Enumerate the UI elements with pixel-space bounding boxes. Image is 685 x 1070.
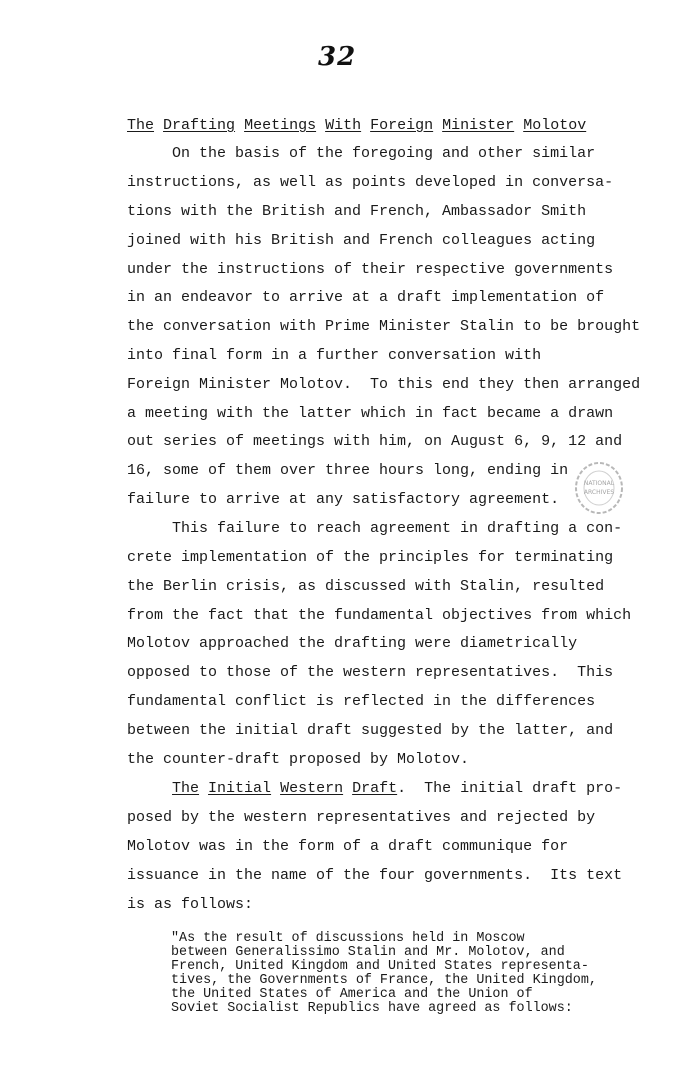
text-line: Molotov was in the form of a draft communique for bbox=[127, 838, 569, 855]
text-line: 16, some of them over three hours long, ending in bbox=[127, 462, 569, 479]
heading-word: Meetings bbox=[244, 117, 317, 134]
text-line: On the basis of the foregoing and other similar bbox=[127, 145, 596, 162]
subheading-word: Draft bbox=[352, 780, 398, 797]
text-line: fundamental conflict is reflected in the differences bbox=[127, 693, 596, 710]
section-heading bbox=[127, 117, 586, 135]
subheading-word: Initial bbox=[208, 780, 272, 797]
text-line: is as follows: bbox=[127, 896, 254, 913]
quote-line: the United States of America and the Union of bbox=[171, 987, 533, 1002]
text-line: the counter-draft proposed by Molotov. bbox=[127, 751, 470, 768]
text-line: instructions, as well as points developed in conversa- bbox=[127, 174, 614, 191]
text-line: failure to arrive at any satisfactory agreement. bbox=[127, 491, 560, 508]
text-line: tions with the British and French, Ambassador Smith bbox=[127, 203, 587, 220]
heading-word: Molotov bbox=[523, 117, 587, 134]
text-line: out series of meetings with him, on August 6, 9, 12 and bbox=[127, 433, 623, 450]
stamp-text-line: ARCHIVES bbox=[583, 489, 615, 496]
heading-word: The bbox=[127, 117, 155, 134]
text-line: the Berlin crisis, as discussed with Stalin, resulted bbox=[127, 578, 605, 595]
heading-word: With bbox=[325, 117, 362, 134]
text-line: Foreign Minister Molotov. To this end they then arranged bbox=[127, 376, 641, 393]
heading-word: Drafting bbox=[163, 117, 236, 134]
archive-stamp bbox=[573, 460, 625, 516]
text-line: in an endeavor to arrive at a draft implementation of bbox=[127, 289, 605, 306]
text-line: opposed to those of the western representatives. This bbox=[127, 664, 614, 681]
text-line: issuance in the name of the four governments. Its text bbox=[127, 867, 623, 884]
text-line: a meeting with the latter which in fact became a drawn bbox=[127, 405, 614, 422]
text-line: crete implementation of the principles for terminating bbox=[127, 549, 614, 566]
subheading-word: Western bbox=[280, 780, 344, 797]
text-line: from the fact that the fundamental objectives from which bbox=[127, 607, 632, 624]
text-line: the conversation with Prime Minister Stalin to be brought bbox=[127, 318, 641, 335]
heading-word: Foreign bbox=[370, 117, 434, 134]
page-number: 32 bbox=[318, 42, 357, 72]
text-line: into final form in a further conversation with bbox=[127, 347, 542, 364]
quote-line: between Generalissimo Stalin and Mr. Molotov, and bbox=[171, 945, 565, 960]
text-line: This failure to reach agreement in drafting a con- bbox=[127, 520, 623, 537]
quote-line: tives, the Governments of France, the United Kingdom, bbox=[171, 973, 597, 988]
subheading-word: The bbox=[172, 780, 200, 797]
text-line: joined with his British and French colleagues acting bbox=[127, 232, 596, 249]
quote-line: Soviet Socialist Republics have agreed as follows: bbox=[171, 1001, 573, 1016]
stamp-text-line: NATIONAL bbox=[583, 480, 615, 487]
text-line: under the instructions of their respective governments bbox=[127, 261, 614, 278]
text-line: posed by the western representatives and rejected by bbox=[127, 809, 596, 826]
quote-line: "As the result of discussions held in Moscow bbox=[171, 931, 525, 946]
heading-word: Minister bbox=[442, 117, 515, 134]
quote-line: French, United Kingdom and United States representa- bbox=[171, 959, 589, 974]
text-line: Molotov approached the drafting were diametrically bbox=[127, 635, 578, 652]
text-line: between the initial draft suggested by the latter, and bbox=[127, 722, 614, 739]
subheading-line: The Initial Western Draft. The initial draft pro- bbox=[172, 780, 623, 797]
